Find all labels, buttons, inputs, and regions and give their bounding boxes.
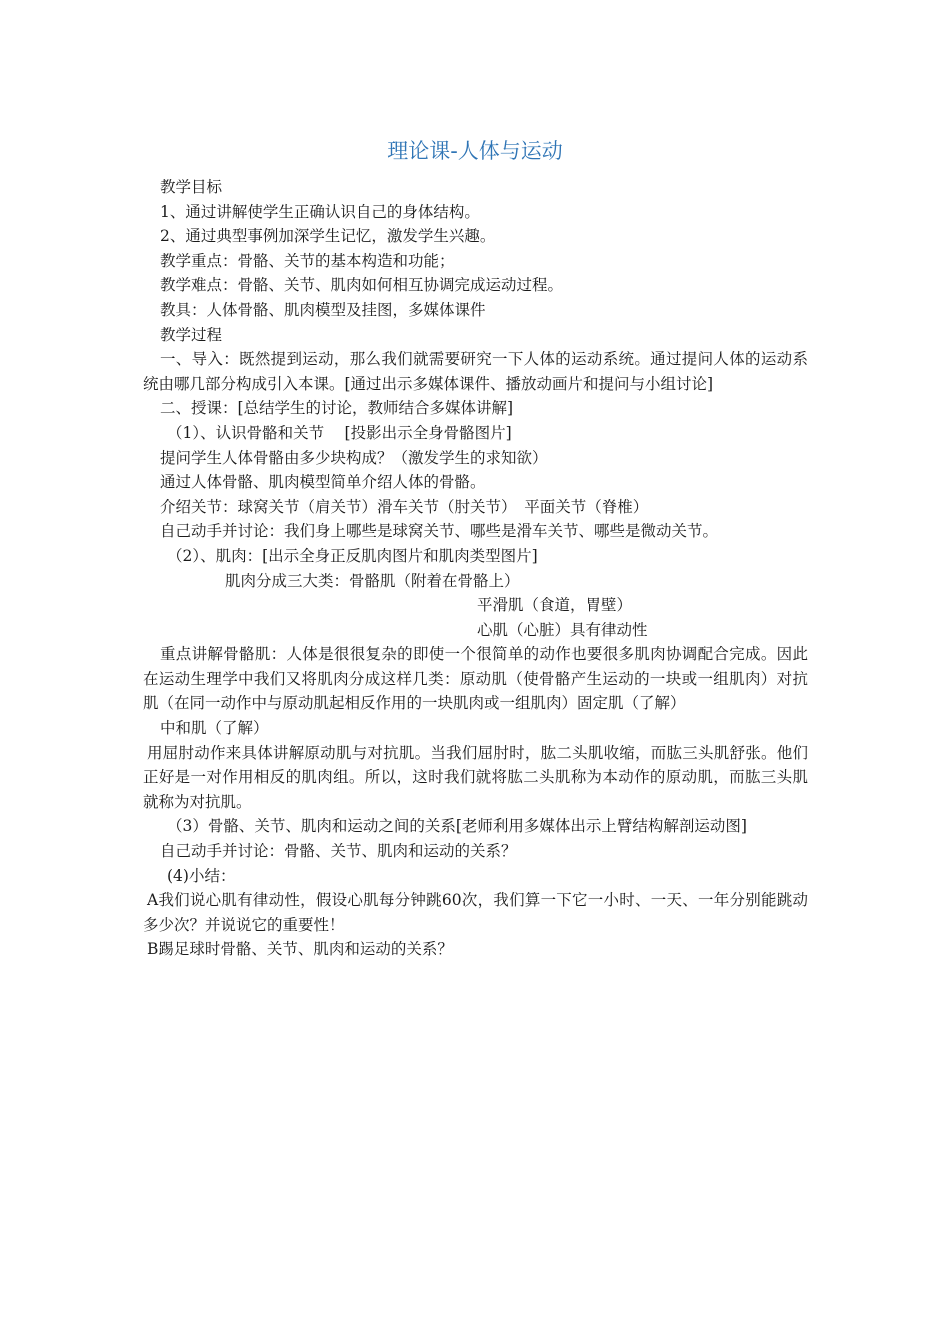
paragraph-lecture: 二、授课：[总结学生的讨论，教师结合多媒体讲解] xyxy=(160,399,514,418)
paragraph-teaching-aids: 教具：人体骨骼、肌肉模型及挂图，多媒体课件 xyxy=(160,300,486,319)
paragraph-key-points: 教学重点：骨骼、关节的基本构造和功能； xyxy=(160,251,455,270)
paragraph-section-3: （3）骨骼、关节、肌肉和运动之间的关系[老师利用多媒体出示上臂结构解剖运动图] xyxy=(167,817,747,836)
paragraph-summary-b: B踢足球时骨骼、关节、肌肉和运动的关系？ xyxy=(147,940,453,959)
paragraph-question-bones: 提问学生人体骨骼由多少块构成？（激发学生的求知欲） xyxy=(160,448,548,467)
paragraph-process-heading: 教学过程 xyxy=(160,325,223,344)
paragraph-summary-heading: (4)小结： xyxy=(167,866,236,885)
document-body xyxy=(143,175,808,962)
paragraph-cardiac-muscle: 心肌（心脏）具有律动性 xyxy=(477,620,648,639)
paragraph-elbow-example: 用屈肘动作来具体讲解原动肌与对抗肌。当我们屈肘时，肱二头肌收缩，而肱三头肌舒张。他们正好是一对作用相反的肌肉组。所以，这时我们就将肱二头肌称为本动作的原动肌，而肱三头肌就称为对抗肌。 xyxy=(143,743,808,811)
paragraph-teaching-goals-heading: 教学目标 xyxy=(160,178,223,196)
document-title: 理论课-人体与运动 xyxy=(387,139,563,163)
paragraph-model-intro: 通过人体骨骼、肌肉模型简单介绍人体的骨骼。 xyxy=(160,473,486,492)
paragraph-smooth-muscle: 平滑肌（食道，胃壁） xyxy=(477,596,633,615)
paragraph-goal-1: 1、通过讲解使学生正确认识自己的身体结构。 xyxy=(160,202,480,221)
paragraph-goal-2: 2、通过典型事例加深学生记忆，激发学生兴趣。 xyxy=(160,227,496,246)
paragraph-difficult-points: 教学难点：骨骼、关节、肌肉如何相互协调完成运动过程。 xyxy=(160,276,564,295)
paragraph-relation-discussion: 自己动手并讨论：骨骼、关节、肌肉和运动的关系？ xyxy=(160,842,517,861)
paragraph-joints-discussion: 自己动手并讨论：我们身上哪些是球窝关节、哪些是滑车关节、哪些是微动关节。 xyxy=(160,522,719,541)
paragraph-joints-intro: 介绍关节：球窝关节（肩关节）滑车关节（肘关节） 平面关节（脊椎） xyxy=(160,497,649,516)
paragraph-summary-a: A我们说心肌有律动性，假设心肌每分钟跳60次，我们算一下它一小时、一天、一年分别能跳动多少次？并说说它的重要性！ xyxy=(143,891,808,934)
paragraph-muscle-types: 肌肉分成三大类：骨骼肌（附着在骨骼上） xyxy=(225,571,520,590)
paragraph-neutralizer: 中和肌（了解） xyxy=(160,719,269,738)
paragraph-section-2: （2）、肌肉：[出示全身正反肌肉图片和肌肉类型图片] xyxy=(167,546,538,565)
paragraph-skeletal-muscle: 重点讲解骨骼肌：人体是很很复杂的即使一个很简单的动作也要很多肌肉协调配合完成。因此在运动生理学中我们又将肌肉分成这样几类：原动肌（使骨骼产生运动的一块或一组肌肉）对抗肌（在同一动作中与原动肌起相反作用的一块肌肉或一组肌肉）固定肌（了解） xyxy=(143,645,808,713)
paragraph-section-1: （1）、认识骨骼和关节 [投影出示全身骨骼图片] xyxy=(167,423,512,442)
paragraph-introduction: 一、导入：既然提到运动，那么我们就需要研究一下人体的运动系统。通过提问人体的运动系统由哪几部分构成引入本课。[通过出示多媒体课件、播放动画片和提问与小组讨论] xyxy=(143,350,808,393)
